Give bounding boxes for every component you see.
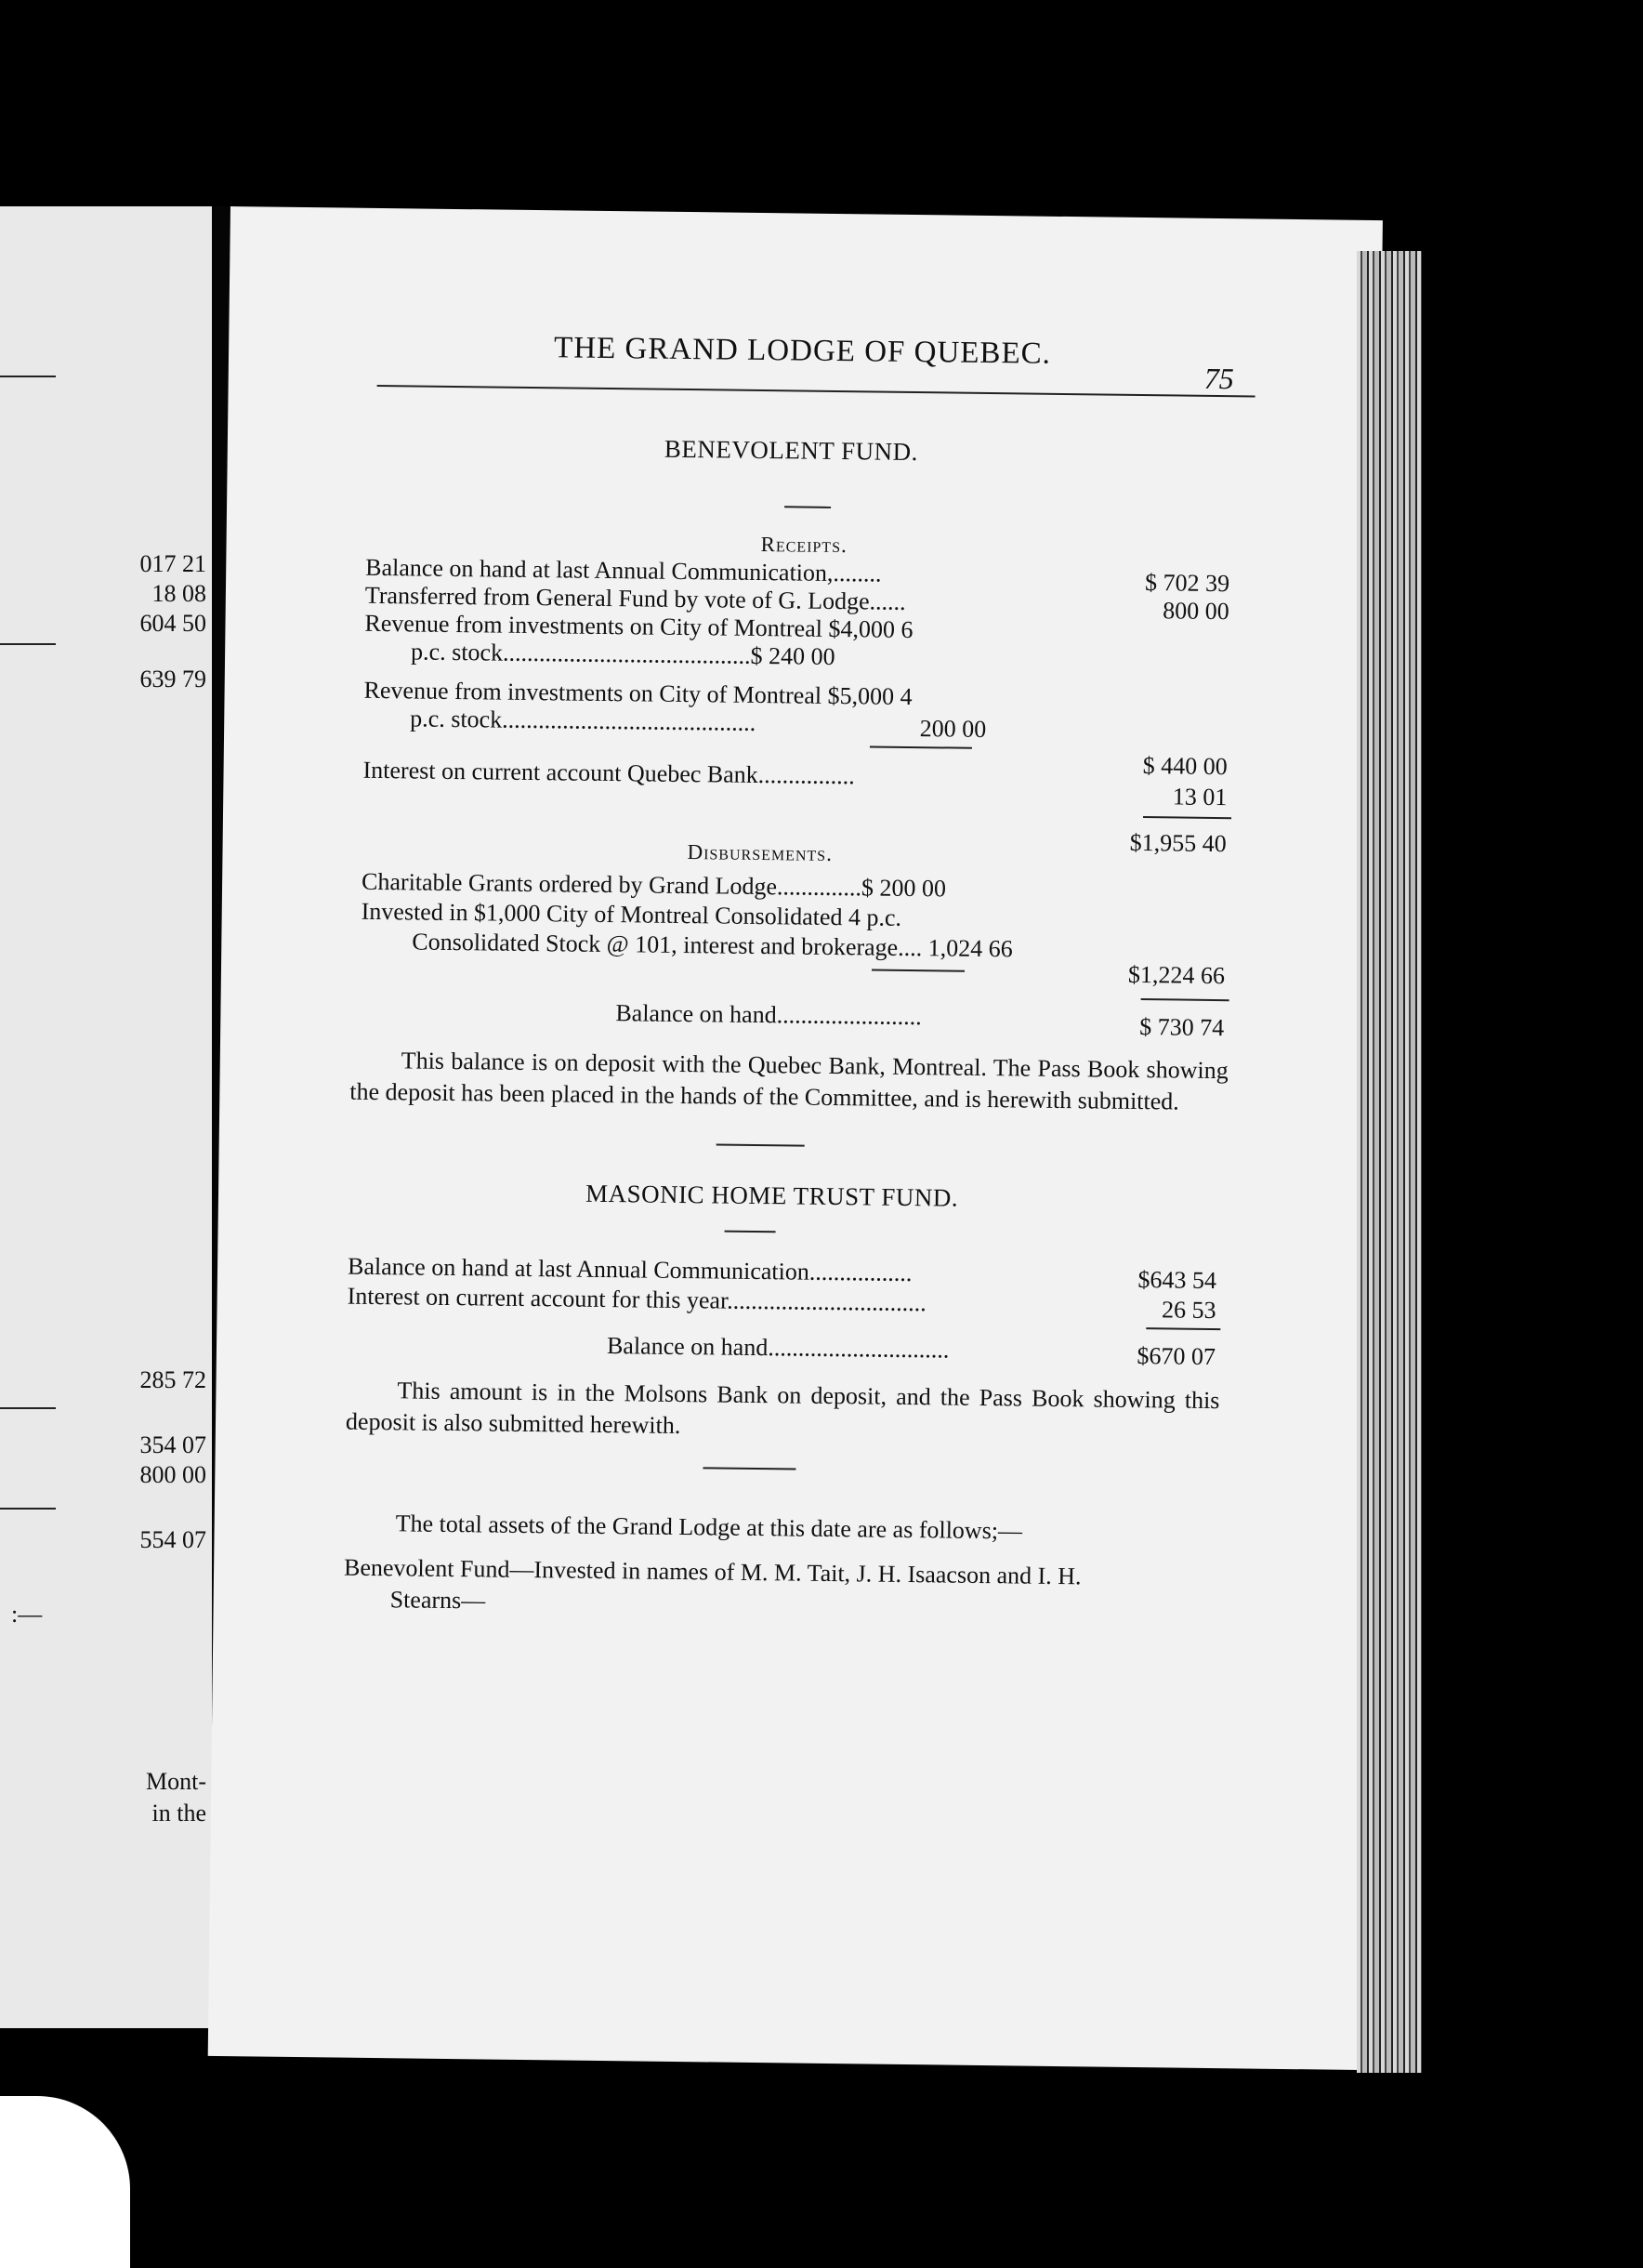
- receipt-line: p.c. stock.........................................$ 240 00: [410, 638, 835, 670]
- receipt-line: Revenue from investments on City of Montreal $5,000 4: [363, 676, 913, 711]
- assets-line: Benevolent Fund—Invested in names of M. M. Tait, J. H. Isaacson and I. H.: [343, 1553, 1082, 1590]
- short-rule: [725, 1231, 776, 1233]
- subtotal-rule: [870, 745, 972, 748]
- left-amount: 554 07: [139, 1526, 206, 1553]
- total-rule: [1143, 816, 1231, 819]
- left-rule: [0, 376, 56, 377]
- masonic-balance-label: Balance on hand..............................: [606, 1332, 950, 1364]
- header-rule: [377, 385, 1255, 398]
- investments-total: $ 440 00: [1142, 752, 1228, 781]
- left-amount: 285 72: [139, 1366, 206, 1393]
- left-rule: [0, 1508, 56, 1510]
- short-rule: [784, 506, 831, 508]
- assets-intro: The total assets of the Grand Lodge at this date are as follows;—: [395, 1510, 1023, 1545]
- left-amount: 18 08: [151, 580, 206, 607]
- disbursement-line: Invested in $1,000 City of Montreal Consolidated 4 p.c.: [361, 897, 902, 931]
- receipts-heading: Receipts.: [760, 532, 848, 558]
- masonic-amount: 26 53: [1161, 1296, 1216, 1325]
- masonic-line: Interest on current account for this year.................................: [347, 1282, 927, 1317]
- receipt-line: p.c. stock..........................................: [410, 705, 756, 736]
- benevolent-fund-title: BENEVOLENT FUND.: [664, 434, 919, 467]
- page-number: 75: [1203, 361, 1235, 396]
- left-text: Mont-: [146, 1768, 206, 1795]
- page-edges: [1357, 251, 1422, 2073]
- left-amount: 639 79: [139, 666, 206, 692]
- left-text: in the: [151, 1800, 206, 1826]
- masonic-amount: $643 54: [1137, 1266, 1217, 1295]
- disbursement-line: Charitable Grants ordered by Grand Lodge..............$ 200 00: [361, 867, 947, 903]
- left-amount: 017 21: [139, 550, 206, 577]
- left-page-fragment: [0, 206, 219, 2028]
- balance-label: Balance on hand........................: [615, 999, 922, 1031]
- page-75: [208, 206, 1383, 2070]
- subtotal-rule: [872, 969, 965, 971]
- disbursement-line: Consolidated Stock @ 101, interest and brokerage.... 1,024 66: [412, 928, 1013, 963]
- receipt-sub-amount: 200 00: [919, 715, 987, 743]
- light-glare: [0, 2096, 130, 2268]
- receipt-line: Balance on hand at last Annual Communication,........: [365, 553, 882, 587]
- receipt-amount: $ 702 39: [1144, 569, 1230, 598]
- receipt-amount: 800 00: [1163, 597, 1229, 626]
- left-rule: [0, 1407, 56, 1409]
- total-rule: [1146, 1327, 1220, 1330]
- section-rule: [703, 1467, 795, 1470]
- interest-amount: 13 01: [1172, 783, 1228, 811]
- receipt-line: Transferred from General Fund by vote of G. Lodge......: [364, 581, 906, 615]
- disbursements-heading: Disbursements.: [687, 840, 834, 865]
- receipt-line: Revenue from investments on City of Montreal $4,000 6: [364, 609, 914, 644]
- section-rule: [716, 1143, 805, 1146]
- masonic-line: Balance on hand at last Annual Communication.................: [347, 1252, 913, 1287]
- masonic-home-trust-fund-title: MASONIC HOME TRUST FUND.: [585, 1179, 959, 1212]
- left-amount: 800 00: [139, 1461, 206, 1488]
- masonic-note: This amount is in the Molsons Bank on deposit, and the Pass Book showing this deposit is also submitted herewith.: [345, 1377, 1220, 1440]
- left-rule: [0, 643, 56, 645]
- interest-line: Interest on current account Quebec Bank................: [362, 756, 855, 790]
- receipts-total: $1,955 40: [1129, 828, 1227, 858]
- benevolent-note: This balance is on deposit with the Quebec Bank, Montreal. The Pass Book showing the deposit has been placed in the hands of the Committee, and is herewith submitted.: [349, 1047, 1229, 1115]
- balance-amount: $ 730 74: [1139, 1013, 1225, 1042]
- left-amount: 604 50: [139, 610, 206, 637]
- masonic-balance-amount: $670 07: [1137, 1342, 1216, 1371]
- total-rule: [1141, 998, 1229, 1001]
- left-amount: 354 07: [139, 1431, 206, 1458]
- disbursements-total: $1,224 66: [1127, 960, 1226, 990]
- running-header: THE GRAND LODGE OF QUEBEC.: [553, 331, 1052, 371]
- assets-line: Stearns—: [389, 1586, 486, 1615]
- left-text: :—: [11, 1601, 43, 1628]
